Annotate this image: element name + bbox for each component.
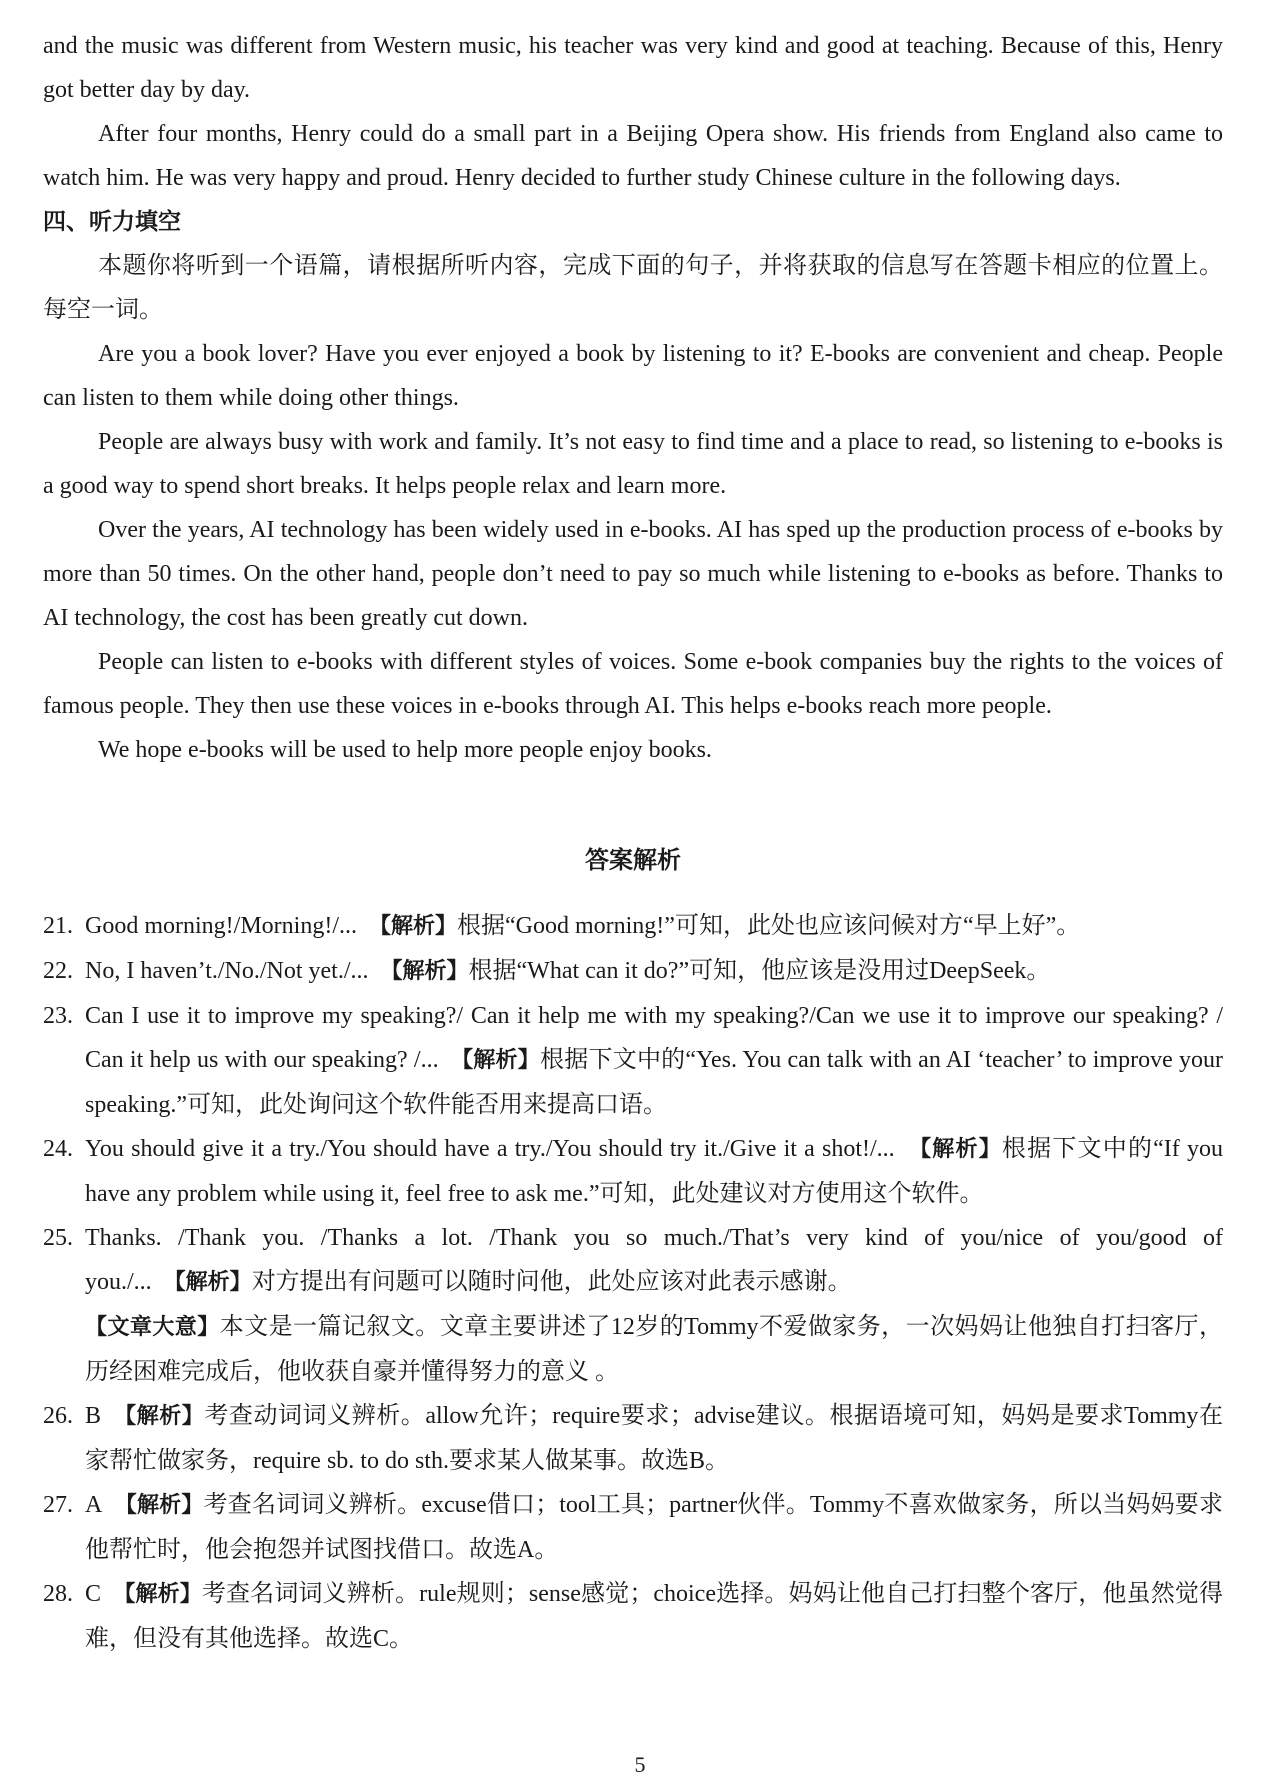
listening-paragraph: We hope e-books will be used to help more people enjoy books.	[98, 737, 712, 763]
item-choice: A	[85, 1492, 103, 1518]
summary-text: 本文是一篇记叙文。文章主要讲述了12岁的Tommy不爱做家务，一次妈妈让他独自打扫客厅，历经困难完成后，他收获自豪并懂得努力的意义 。	[85, 1314, 1223, 1385]
item-analysis: 根据“What can it do?”可知，他应该是没用过DeepSeek。	[468, 958, 1051, 984]
analysis-label: 【解析】	[909, 1137, 1002, 1162]
item-analysis: 考查名词词义辨析。rule规则；sense感觉；choice选择。妈妈让他自己打扫整个客厅，他虽然觉得难，但没有其他选择。故选C。	[85, 1581, 1223, 1652]
item-number: 27.	[43, 1492, 73, 1518]
item-number: 28.	[43, 1581, 73, 1607]
passage-paragraph: and the music was different from Western music, his teacher was very kind and good at teaching. Because of this, Henry got better day by day.	[43, 33, 1223, 103]
item-body	[85, 1216, 1223, 1305]
listening-paragraph: People can listen to e-books with different styles of voices. Some e-book companies buy the rights to the voices of famous people. They then use these voices in e-books through AI. This helps e-books reach more people.	[43, 649, 1223, 719]
analysis-label: 【解析】	[113, 1582, 202, 1607]
section-instruction: 本题你将听到一个语篇，请根据所听内容，完成下面的句子，并将获取的信息写在答题卡相应的位置上。每空一词。	[43, 253, 1223, 323]
analysis-label: 【解析】	[114, 1493, 204, 1518]
item-body	[85, 949, 1223, 994]
item-answer: Can I use it to improve my speaking?/ Can it help me with my speaking?/Can we use it to improve our speaking? / Can it help us with our speaking? /...	[85, 1003, 1223, 1073]
article-summary	[43, 1305, 1223, 1394]
answer-item-28	[43, 1572, 1223, 1661]
item-analysis: 考查动词词义辨析。allow允许；require要求；advise建议。根据语境可知，妈妈是要求Tommy在家帮忙做家务，require sb. to do sth.要求某人做某事。故选B。	[85, 1403, 1223, 1474]
item-analysis: 根据下文中的“If you have any problem while using it, feel free to ask me.”可知，此处建议对方使用这个软件。	[85, 1136, 1223, 1207]
item-number: 21.	[43, 913, 73, 939]
item-analysis: 对方提出有问题可以随时问他，此处应该对此表示感谢。	[251, 1269, 852, 1295]
answer-item-27	[43, 1483, 1223, 1572]
item-number: 23.	[43, 1003, 73, 1029]
answer-item-24	[43, 1127, 1223, 1216]
item-number: 26.	[43, 1403, 73, 1429]
summary-label: 【文章大意】	[85, 1315, 220, 1340]
item-analysis: 根据下文中的“Yes. You can talk with an AI ‘teacher’ to improve your speaking.”可知，此处询问这个软件能否用来提高口语。	[85, 1047, 1223, 1118]
listening-paragraph: Over the years, AI technology has been widely used in e-books. AI has sped up the production process of e-books by more than 50 times. On the other hand, people don’t need to pay so much while listening to e-books as before. Thanks to AI technology, the cost has been greatly cut down.	[43, 517, 1223, 631]
answer-item-23	[43, 994, 1223, 1127]
analysis-label: 【解析】	[114, 1404, 205, 1429]
item-answer: Thanks. /Thank you. /Thanks a lot. /Thank you so much./That’s very kind of you/nice of you/good of you./...	[85, 1225, 1223, 1295]
item-analysis: 根据“Good morning!”可知，此处也应该问候对方“早上好”。	[457, 913, 1081, 939]
analysis-label: 【解析】	[368, 914, 457, 939]
page-number: 5	[634, 1752, 646, 1777]
item-body	[85, 1127, 1223, 1216]
answer-item-25	[43, 1216, 1223, 1305]
item-body	[85, 1572, 1223, 1661]
item-number: 24.	[43, 1136, 73, 1162]
listening-paragraph: Are you a book lover? Have you ever enjoyed a book by listening to it? E-books are convenient and cheap. People can listen to them while doing other things.	[43, 341, 1223, 411]
item-answer: No, I haven’t./No./Not yet./...	[85, 958, 369, 984]
section-heading: 四、听力填空	[43, 209, 181, 235]
answer-item-26	[43, 1394, 1223, 1483]
item-body	[85, 1394, 1223, 1483]
item-number: 22.	[43, 958, 73, 984]
analysis-label: 【解析】	[380, 959, 469, 984]
item-analysis: 考查名词词义辨析。excuse借口；tool工具；partner伙伴。Tommy不喜欢做家务，所以当妈妈要求他帮忙时，他会抱怨并试图找借口。故选A。	[85, 1492, 1223, 1563]
answer-item-22	[43, 949, 1223, 994]
analysis-label: 【解析】	[163, 1270, 252, 1295]
item-choice: C	[85, 1581, 102, 1607]
answer-title: 答案解析	[585, 846, 681, 874]
answer-item-21	[43, 904, 1223, 949]
analysis-label: 【解析】	[451, 1048, 541, 1073]
listening-paragraph: People are always busy with work and family. It’s not easy to find time and a place to read, so listening to e-books is a good way to spend short breaks. It helps people relax and learn more.	[43, 429, 1223, 499]
passage-paragraph: After four months, Henry could do a small part in a Beijing Opera show. His friends from England also came to watch him. He was very happy and proud. Henry decided to further study Chinese culture in the following days.	[43, 121, 1223, 191]
document-page	[43, 24, 1223, 1661]
item-answer: Good morning!/Morning!/...	[85, 913, 357, 939]
item-body	[85, 1483, 1223, 1572]
item-number: 25.	[43, 1225, 73, 1251]
item-body	[85, 994, 1223, 1127]
item-body	[85, 904, 1223, 949]
item-answer: You should give it a try./You should have a try./You should try it./Give it a shot!/...	[85, 1136, 895, 1162]
item-choice: B	[85, 1403, 102, 1429]
